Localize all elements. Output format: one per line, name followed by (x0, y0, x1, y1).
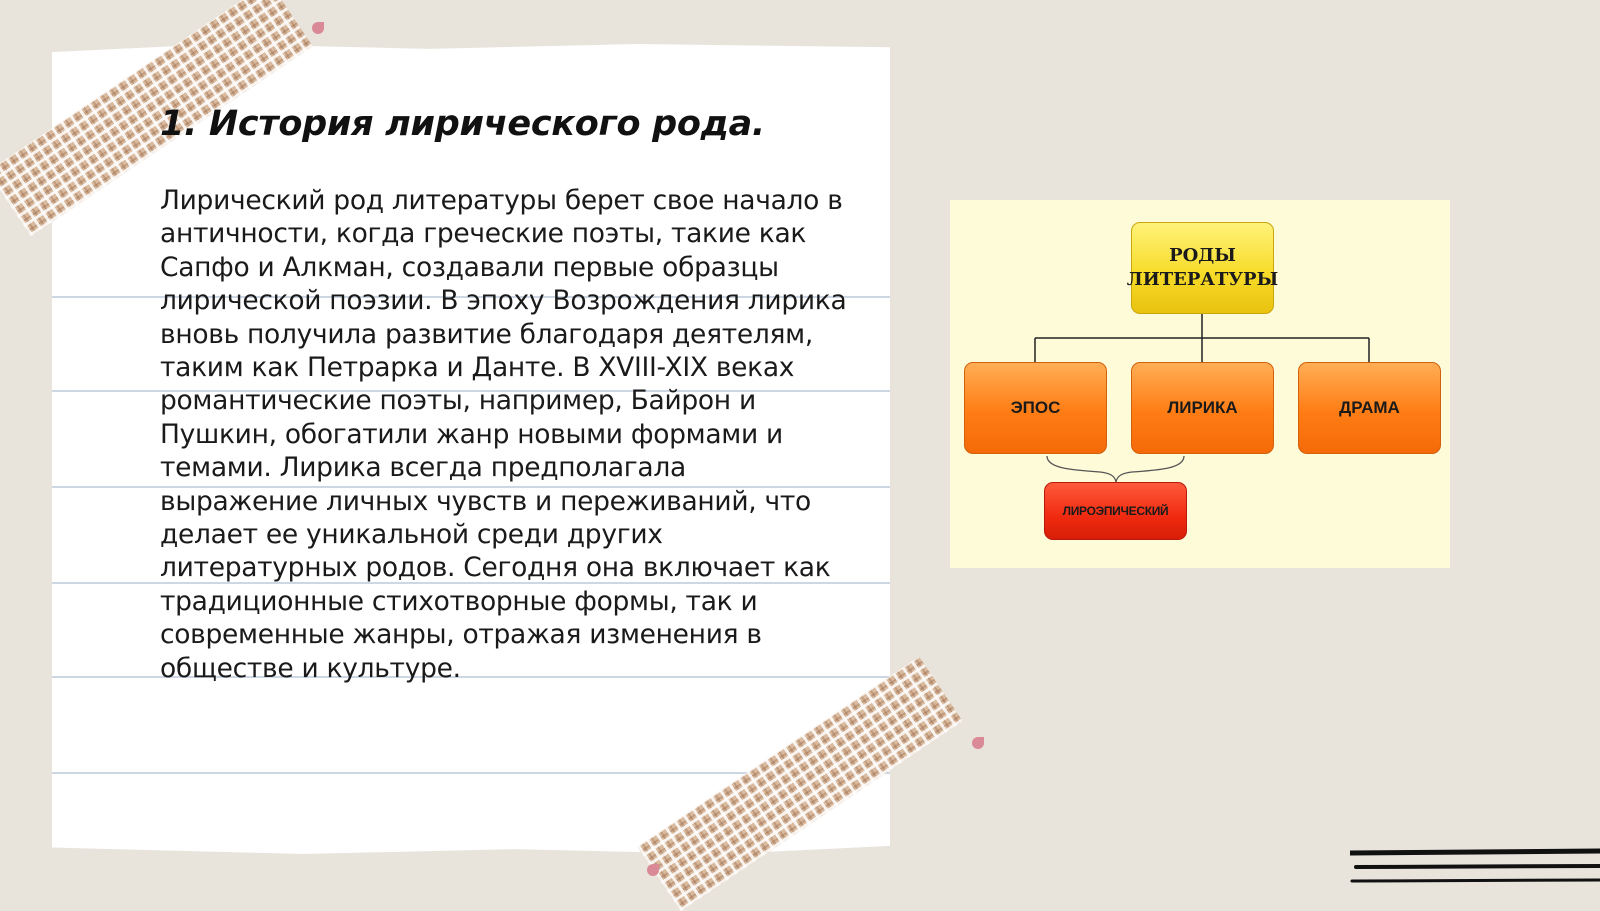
box-lirika: ЛИРИКА (1131, 362, 1274, 454)
tape-end-mark (647, 864, 659, 876)
box-lyroepic: ЛИРОЭПИЧЕСКИЙ (1044, 482, 1187, 540)
tape-end-mark (972, 737, 984, 749)
decorative-brush-strokes (1350, 845, 1600, 895)
brace-connector (1047, 456, 1184, 482)
slide-body-text: Лирический род литературы берет свое начало в античности, когда греческие поэты, такие как Сапфо и Алкман, создавали первые образцы лирической поэзии. В эпоху Возрождения лирика вновь получила развитие благодаря деятелям, таким как Петрарка и Данте. В XVIII-XIX веках романтические поэты, например, Байрон и Пушкин, обогатили жанр новыми формами и темами. Лирика всегда предполагала выражение личных чувств и переживаний, что делает ее уникальной среди других литературных родов. Сегодня она включает как традиционные стихотворные формы, так и современные жанры, отражая изменения в обществе и культуре. (160, 185, 847, 684)
slide-title: 1. История лирического рода. (160, 104, 765, 144)
literature-kinds-diagram (950, 200, 1450, 568)
root-box: РОДЫ ЛИТЕРАТУРЫ (1131, 222, 1274, 314)
box-epos: ЭПОС (964, 362, 1107, 454)
box-drama: ДРАМА (1298, 362, 1441, 454)
tape-end-mark (312, 22, 324, 34)
